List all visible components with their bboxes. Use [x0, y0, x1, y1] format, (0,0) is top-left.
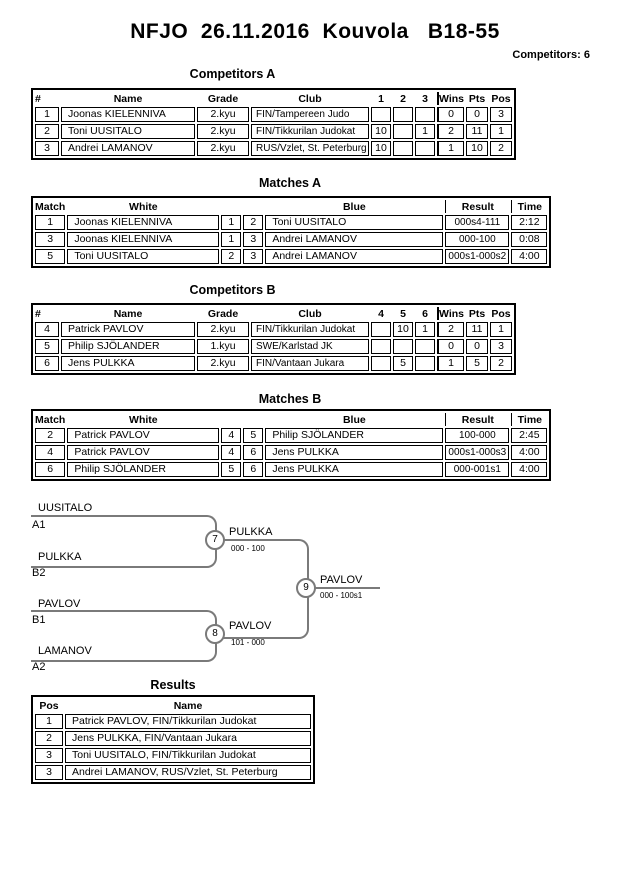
blue-number: 6 — [243, 445, 263, 460]
col-grade: Grade — [207, 92, 239, 105]
score-cell — [371, 339, 391, 354]
bracket-winner-name: PAVLOV — [320, 574, 363, 586]
competitor-name: Andrei LAMANOV — [61, 141, 195, 156]
bracket-match-circle — [205, 624, 225, 644]
pts-cell: 11 — [466, 124, 488, 139]
competitor-club: FIN/Tikkurilan Judokat — [251, 124, 369, 139]
match-result: 100-000 — [445, 428, 509, 443]
competitor-club: RUS/Vzlet, St. Peterburg — [251, 141, 369, 156]
col-pos: Pos — [491, 307, 511, 320]
col-bnum — [243, 200, 263, 213]
blue-name: Jens PULKKA — [265, 462, 443, 477]
bracket-slot-name: PAVLOV — [38, 598, 81, 610]
white-name: Patrick PAVLOV — [67, 428, 219, 443]
result-pos: 1 — [35, 714, 63, 729]
result-name: Toni UUSITALO, FIN/Tikkurilan Judokat — [65, 748, 311, 763]
match-time: 2:45 — [511, 428, 547, 443]
col-time: Time — [511, 413, 547, 426]
score-cell: 5 — [393, 356, 413, 371]
white-number: 5 — [221, 462, 241, 477]
pts-cell: 0 — [466, 339, 488, 354]
col-num: # — [35, 307, 41, 320]
blue-name: Jens PULKKA — [265, 445, 443, 460]
col-club: Club — [298, 92, 322, 105]
pos-cell: 1 — [490, 124, 512, 139]
col-pos: Pos — [491, 92, 511, 105]
competitors-b-table — [31, 303, 516, 375]
blue-name: Andrei LAMANOV — [265, 249, 443, 264]
results-heading: Results — [150, 678, 196, 692]
match-time: 0:08 — [511, 232, 547, 247]
col-3: 3 — [422, 92, 428, 105]
bracket-slot-seed: B2 — [32, 567, 46, 579]
pos-cell: 3 — [490, 107, 512, 122]
bracket-match-score: 000 - 100s1 — [320, 591, 363, 600]
score-cell: 1 — [415, 322, 435, 337]
competitors-count: Competitors: 6 — [512, 49, 590, 61]
bracket-winner-name: PAVLOV — [229, 620, 272, 632]
col-wnum — [221, 413, 241, 426]
white-name: Toni UUSITALO — [67, 249, 219, 264]
col-bnum — [243, 413, 263, 426]
result-name: Patrick PAVLOV, FIN/Tikkurilan Judokat — [65, 714, 311, 729]
col-match: Match — [35, 413, 66, 426]
match-result: 000s4-111 — [445, 215, 509, 230]
bracket-match-score: 101 - 000 — [231, 638, 265, 647]
score-cell — [371, 107, 391, 122]
table-row — [35, 124, 512, 139]
pts-cell: 10 — [466, 141, 488, 156]
bracket-slot-seed: A1 — [32, 519, 46, 531]
blue-number: 6 — [243, 462, 263, 477]
blue-number: 2 — [243, 215, 263, 230]
competitor-club: FIN/Vantaan Jukara — [251, 356, 369, 371]
result-name: Andrei LAMANOV, RUS/Vzlet, St. Peterburg — [65, 765, 311, 780]
col-time: Time — [511, 200, 547, 213]
table-row — [35, 462, 547, 477]
blue-name: Andrei LAMANOV — [265, 232, 443, 247]
pos-cell: 2 — [490, 356, 512, 371]
blue-number: 3 — [243, 249, 263, 264]
table-row — [35, 339, 512, 354]
table-row — [35, 445, 547, 460]
results-table — [31, 695, 315, 784]
competitor-club: FIN/Tikkurilan Judokat — [251, 322, 369, 337]
table-row — [35, 322, 512, 337]
col-num: # — [35, 92, 41, 105]
match-time: 2:12 — [511, 215, 547, 230]
competitor-number: 4 — [35, 322, 59, 337]
competitor-name: Joonas KIELENNIVA — [61, 107, 195, 122]
competitor-grade: 2.kyu — [197, 107, 249, 122]
score-cell: 10 — [371, 141, 391, 156]
competitor-grade: 1.kyu — [197, 339, 249, 354]
match-result: 000s1-000s3 — [445, 445, 509, 460]
table-header-row — [35, 699, 311, 712]
match-number: 4 — [35, 445, 65, 460]
col-2: 2 — [400, 92, 406, 105]
match-time: 4:00 — [511, 445, 547, 460]
score-cell — [371, 322, 391, 337]
bracket-slot-seed: A2 — [32, 661, 46, 673]
competitor-grade: 2.kyu — [197, 124, 249, 139]
col-name: Name — [173, 699, 203, 712]
bracket-slot-name: PULKKA — [38, 551, 82, 563]
match-number: 2 — [35, 428, 65, 443]
col-match: Match — [35, 200, 66, 213]
competitor-number: 2 — [35, 124, 59, 139]
competitor-number: 1 — [35, 107, 59, 122]
bracket-winner-name: PULKKA — [229, 526, 273, 538]
competitor-name: Patrick PAVLOV — [61, 322, 195, 337]
blue-name: Philip SJÖLANDER — [265, 428, 443, 443]
table-row — [35, 141, 512, 156]
result-pos: 3 — [35, 765, 63, 780]
blue-number: 3 — [243, 232, 263, 247]
matches-a-heading: Matches A — [258, 176, 322, 190]
bracket-slot-name: UUSITALO — [38, 502, 93, 514]
col-name: Name — [113, 307, 143, 320]
match-number: 5 — [35, 249, 65, 264]
col-4: 4 — [378, 307, 384, 320]
bracket-winner-line — [305, 587, 380, 589]
white-name: Joonas KIELENNIVA — [67, 232, 219, 247]
table-row — [35, 232, 547, 247]
col-1: 1 — [378, 92, 384, 105]
competitor-number: 5 — [35, 339, 59, 354]
table-row — [35, 731, 311, 746]
score-cell: 10 — [393, 322, 413, 337]
matches-b-table — [31, 409, 551, 481]
col-pos: Pos — [39, 699, 59, 712]
pts-cell: 5 — [466, 356, 488, 371]
bracket-match-circle — [296, 578, 316, 598]
table-header-row — [35, 92, 512, 105]
col-grade: Grade — [207, 307, 239, 320]
score-cell — [415, 107, 435, 122]
col-blue: Blue — [342, 200, 366, 213]
white-name: Joonas KIELENNIVA — [67, 215, 219, 230]
score-cell — [393, 141, 413, 156]
score-cell — [393, 339, 413, 354]
competitor-number: 6 — [35, 356, 59, 371]
col-wins: Wins — [439, 307, 464, 320]
col-result: Result — [445, 413, 509, 426]
match-number: 6 — [35, 462, 65, 477]
match-result: 000-100 — [445, 232, 509, 247]
match-number: 3 — [35, 232, 65, 247]
white-name: Philip SJÖLANDER — [67, 462, 219, 477]
competitors-a-heading: Competitors A — [189, 67, 276, 81]
table-row — [35, 215, 547, 230]
white-number: 1 — [221, 232, 241, 247]
bracket-slot-name: LAMANOV — [38, 645, 92, 657]
table-header-row — [35, 200, 547, 213]
col-blue: Blue — [342, 413, 366, 426]
bracket-match-circle — [205, 530, 225, 550]
competitor-name: Philip SJÖLANDER — [61, 339, 195, 354]
col-name: Name — [113, 92, 143, 105]
table-row — [35, 107, 512, 122]
white-number: 4 — [221, 445, 241, 460]
pos-cell: 3 — [490, 339, 512, 354]
competitor-club: FIN/Tampereen Judo — [251, 107, 369, 122]
bracket-slot-seed: B1 — [32, 614, 46, 626]
match-circle-number: 8 — [212, 628, 218, 639]
col-wnum — [221, 200, 241, 213]
wins-cell: 2 — [437, 322, 464, 337]
score-cell — [415, 339, 435, 354]
match-number: 1 — [35, 215, 65, 230]
match-time: 4:00 — [511, 249, 547, 264]
match-result: 000-001s1 — [445, 462, 509, 477]
wins-cell: 0 — [437, 339, 464, 354]
table-header-row — [35, 413, 547, 426]
bracket-match-score: 000 - 100 — [231, 544, 265, 553]
score-cell — [371, 356, 391, 371]
wins-cell: 2 — [437, 124, 464, 139]
competitor-club: SWE/Karlstad JK — [251, 339, 369, 354]
match-time: 4:00 — [511, 462, 547, 477]
competitors-a-table — [31, 88, 516, 160]
result-name: Jens PULKKA, FIN/Vantaan Jukara — [65, 731, 311, 746]
competitor-grade: 2.kyu — [197, 322, 249, 337]
match-result: 000s1-000s2 — [445, 249, 509, 264]
result-pos: 2 — [35, 731, 63, 746]
competitor-grade: 2.kyu — [197, 141, 249, 156]
score-cell: 1 — [415, 124, 435, 139]
score-cell — [393, 107, 413, 122]
match-circle-number: 9 — [303, 582, 309, 593]
pts-cell: 11 — [466, 322, 488, 337]
competitors-b-heading: Competitors B — [189, 283, 276, 297]
white-number: 4 — [221, 428, 241, 443]
blue-number: 5 — [243, 428, 263, 443]
pos-cell: 1 — [490, 322, 512, 337]
col-white: White — [129, 413, 158, 426]
blue-name: Toni UUSITALO — [265, 215, 443, 230]
table-row — [35, 714, 311, 729]
white-number: 1 — [221, 215, 241, 230]
table-row — [35, 748, 311, 763]
competitor-name: Toni UUSITALO — [61, 124, 195, 139]
pos-cell: 2 — [490, 141, 512, 156]
score-cell: 10 — [371, 124, 391, 139]
matches-a-table — [31, 196, 551, 268]
table-row — [35, 249, 547, 264]
col-6: 6 — [422, 307, 428, 320]
col-pts: Pts — [468, 92, 486, 105]
competitor-grade: 2.kyu — [197, 356, 249, 371]
white-number: 2 — [221, 249, 241, 264]
col-result: Result — [445, 200, 509, 213]
wins-cell: 0 — [437, 107, 464, 122]
match-circle-number: 7 — [212, 534, 218, 545]
score-cell — [415, 141, 435, 156]
table-row — [35, 428, 547, 443]
table-header-row — [35, 307, 512, 320]
pts-cell: 0 — [466, 107, 488, 122]
competitor-name: Jens PULKKA — [61, 356, 195, 371]
score-cell — [415, 356, 435, 371]
result-pos: 3 — [35, 748, 63, 763]
col-club: Club — [298, 307, 322, 320]
competitor-number: 3 — [35, 141, 59, 156]
col-5: 5 — [400, 307, 406, 320]
page-title: NFJO 26.11.2016 Kouvola B18-55 — [130, 20, 500, 43]
col-pts: Pts — [468, 307, 486, 320]
col-white: White — [129, 200, 158, 213]
table-row — [35, 765, 311, 780]
col-wins: Wins — [439, 92, 464, 105]
wins-cell: 1 — [437, 356, 464, 371]
table-row — [35, 356, 512, 371]
matches-b-heading: Matches B — [258, 392, 322, 406]
score-cell — [393, 124, 413, 139]
wins-cell: 1 — [437, 141, 464, 156]
white-name: Patrick PAVLOV — [67, 445, 219, 460]
